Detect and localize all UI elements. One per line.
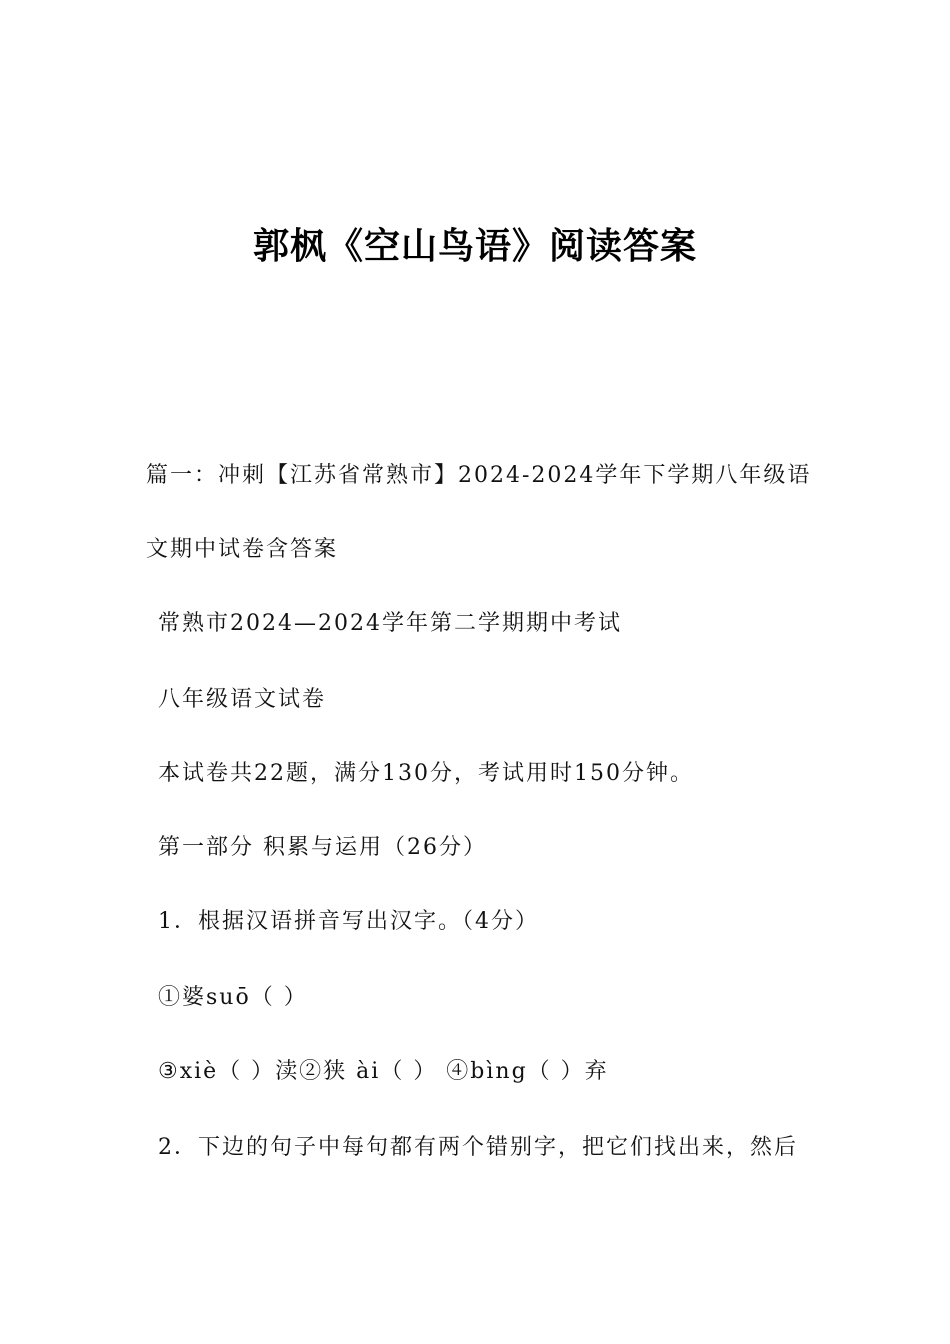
text-line: 本试卷共22题，满分130分，考试用时150分钟。 xyxy=(158,761,694,786)
text-line: 2．下边的句子中每句都有两个错别字，把它们找出来，然后 xyxy=(158,1135,798,1160)
text-line: 篇一：冲刺【江苏省常熟市】2024-2024学年下学期八年级语 xyxy=(146,463,812,488)
text-line: 文期中试卷含答案 xyxy=(146,537,339,562)
text-line: ①婆suō（ ） xyxy=(158,985,308,1010)
text-line: 常熟市2024—2024学年第二学期期中考试 xyxy=(158,611,622,636)
text-line: 八年级语文试卷 xyxy=(158,687,327,712)
document-title: 郭枫《空山鸟语》阅读答案 xyxy=(252,226,697,267)
text-line: 第一部分 积累与运用（26分） xyxy=(158,835,487,860)
text-line: ③xiè（ ）渎②狭 ài（ ） ④bìng（ ）弃 xyxy=(158,1059,609,1084)
text-line: 1．根据汉语拼音写出汉字。（4分） xyxy=(158,909,539,934)
